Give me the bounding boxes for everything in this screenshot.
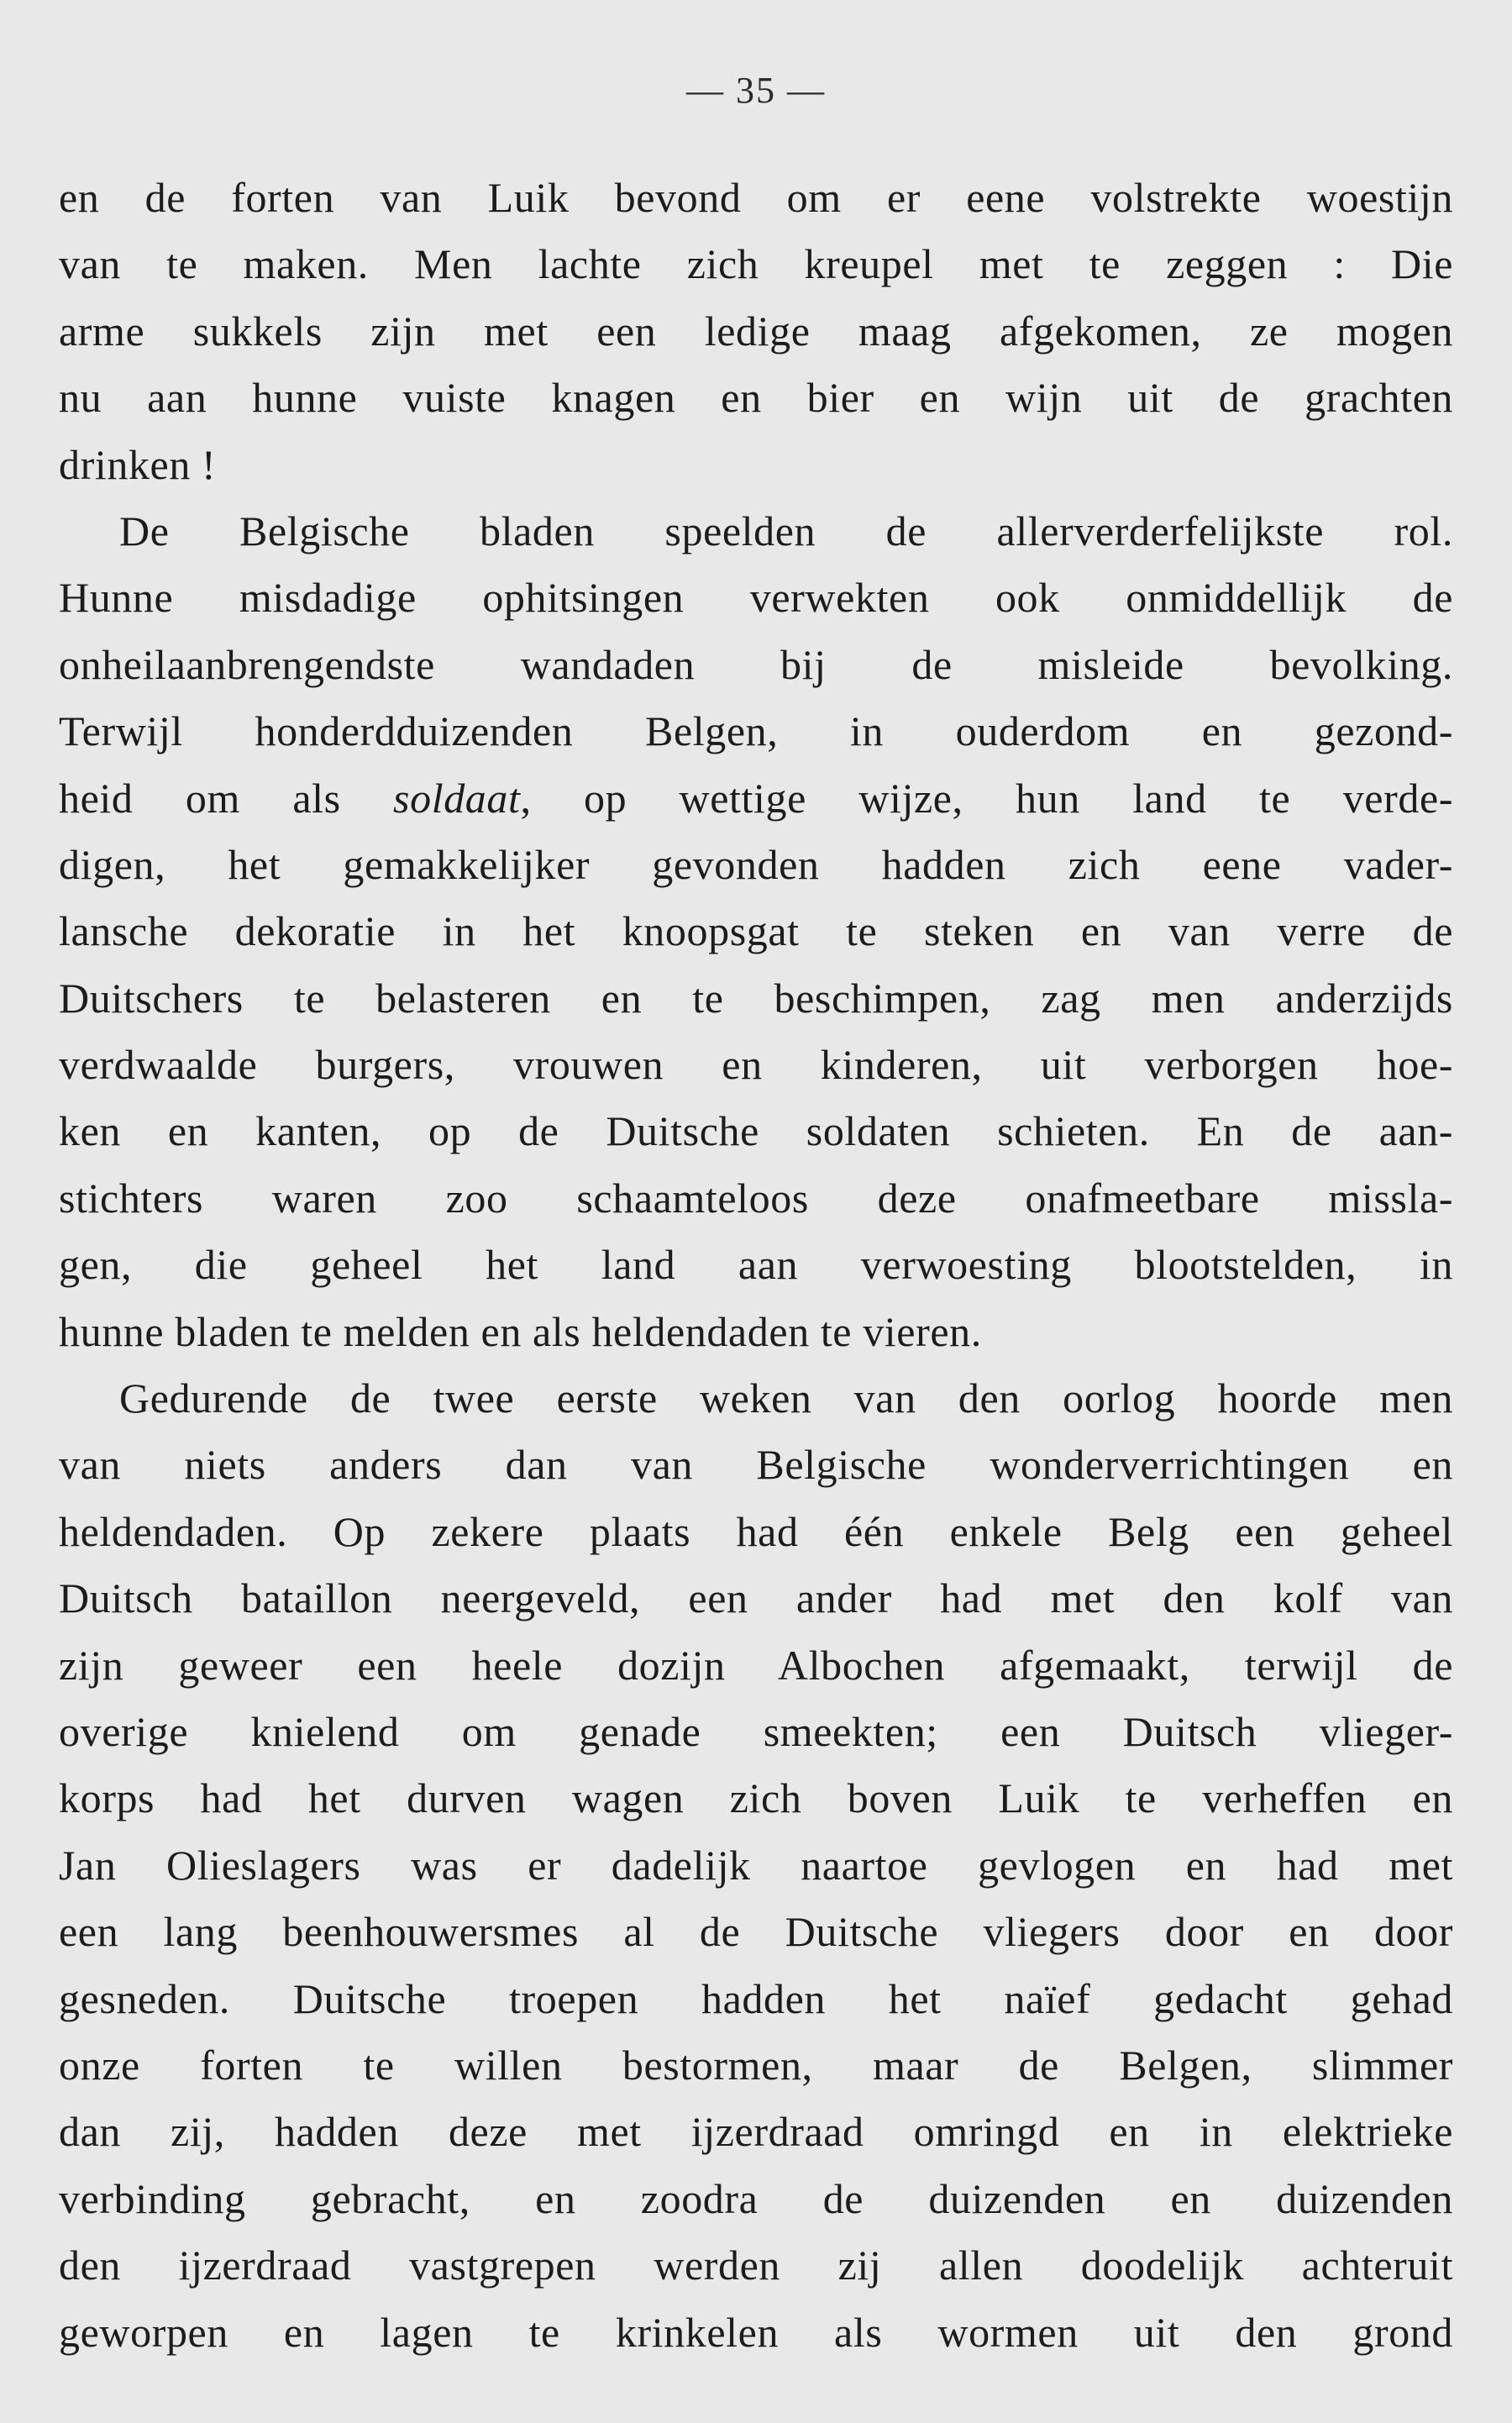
paragraph-first-line: Gedurende de twee eerste weken van den oorlog hoorde men: [119, 1374, 1453, 1422]
text-line: Jan Olieslagers was er dadelijk naartoe gevlogen en had met: [59, 1841, 1453, 1889]
text-line: Terwijl honderdduizenden Belgen, in ouderdom en gezond-: [59, 707, 1453, 755]
text-line: den ijzerdraad vastgrepen werden zij allen doodelijk achteruit: [59, 2242, 1453, 2289]
page-number: — 35 —: [686, 70, 826, 111]
text-line-with-italic: [59, 765, 1453, 832]
text-line: ken en kanten, op de Duitsche soldaten schieten. En de aan-: [59, 1107, 1453, 1155]
text-line: onheilaanbrengendste wandaden bij de misleide bevolking.: [59, 640, 1453, 688]
text-line: hunne bladen te melden en als heldendaden te vieren.: [59, 1307, 982, 1355]
text-line: een lang beenhouwersmes al de Duitsche vliegers door en door: [59, 1908, 1453, 1956]
text-line: van niets anders dan van Belgische wonderverrichtingen en: [59, 1441, 1453, 1489]
text-line: digen, het gemakkelijker gevonden hadden zich eene vader-: [59, 840, 1453, 888]
text-line: verdwaalde burgers, vrouwen en kinderen, uit verborgen hoe-: [59, 1041, 1453, 1089]
text-line: geworpen en lagen te krinkelen als wormen uit den grond: [59, 2308, 1453, 2356]
text-line: Duitschers te belasteren en te beschimpen, zag men anderzijds: [59, 974, 1453, 1022]
text-line: zijn geweer een heele dozijn Albochen afgemaakt, terwijl de: [59, 1641, 1453, 1689]
text-line: stichters waren zoo schaamteloos deze onafmeetbare missla-: [59, 1174, 1453, 1222]
text-line: overige knielend om genade smeekten; een Duitsch vlieger-: [59, 1707, 1453, 1755]
text-line: dan zij, hadden deze met ijzerdraad omringd en in elektrieke: [59, 2108, 1453, 2156]
text-segment: , op wettige wijze, hun land te verde-: [520, 774, 1453, 822]
text-line: en de forten van Luik bevond om er eene volstrekte woestijn: [59, 174, 1453, 221]
text-line: verbinding gebracht, en zoodra de duizenden en duizenden: [59, 2174, 1453, 2222]
text-line: heldendaden. Op zekere plaats had één enkele Belg een geheel: [59, 1507, 1453, 1555]
text-line: onze forten te willen bestormen, maar de Belgen, slimmer: [59, 2041, 1453, 2089]
text-line: lansche dekoratie in het knoopsgat te steken en van verre de: [59, 907, 1453, 955]
text-line: gen, die geheel het land aan verwoesting blootstelden, in: [59, 1241, 1453, 1289]
paragraph-first-line: De Belgische bladen speelden de allerverderfelijkste rol.: [119, 507, 1453, 555]
body-text: [59, 165, 1453, 2366]
italic-word: soldaat: [393, 774, 521, 822]
text-line: arme sukkels zijn met een ledige maag afgekomen, ze mogen: [59, 307, 1453, 355]
text-line: nu aan hunne vuiste knagen en bier en wijn uit de grachten: [59, 374, 1453, 422]
text-line: gesneden. Duitsche troepen hadden het naïef gedacht gehad: [59, 1974, 1453, 2022]
text-line: drinken !: [59, 440, 217, 488]
text-line: Hunne misdadige ophitsingen verwekten ook onmiddellijk de: [59, 574, 1453, 622]
text-line: korps had het durven wagen zich boven Luik te verheffen en: [59, 1774, 1453, 1822]
text-line: van te maken. Men lachte zich kreupel met te zeggen : Die: [59, 240, 1453, 288]
text-segment: heid om als: [59, 774, 341, 822]
text-line: Duitsch bataillon neergeveld, een ander had met den kolf van: [59, 1574, 1453, 1622]
